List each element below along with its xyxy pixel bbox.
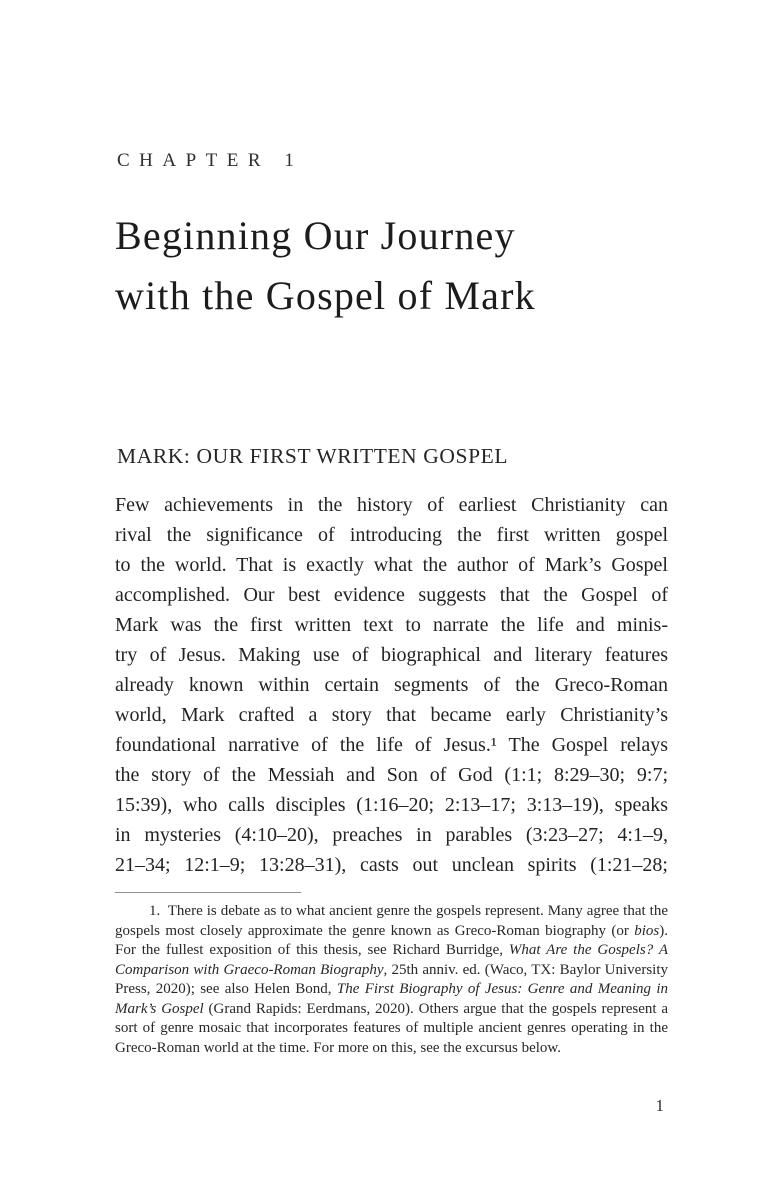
chapter-label: CHAPTER 1: [117, 150, 304, 171]
footnote-separator-rule: [115, 892, 301, 893]
footnote-cited-title: The First Biography of Jesus: Genre and Meaning in Mark’s Gospel: [115, 981, 669, 1017]
page-number: 1: [655, 1096, 664, 1115]
body-line: in mysteries (4:10–20), preaches in parables (3:23–27; 4:1–9,: [115, 824, 668, 846]
body-line: the story of the Messiah and Son of God (1:1; 8:29–30; 9:7;: [115, 764, 668, 786]
body-line: Few achievements in the history of earliest Christianity can: [115, 494, 668, 516]
footnote-text-segment: ). For the fullest exposition of this thesis, see Richard Burridge,: [115, 922, 668, 958]
footnote-text-segment: 1. There is debate as to what ancient genre the gospels represent. Many agree that the gospels most closely approximate the genre known as Greco-Roman biography (or: [115, 903, 668, 939]
body-line: 15:39), who calls disciples (1:16–20; 2:13–17; 3:13–19), speaks: [115, 794, 668, 816]
body-line: world, Mark crafted a story that became early Christianity’s: [115, 704, 668, 726]
body-line: rival the significance of introducing the first written gospel: [115, 524, 668, 546]
body-line: Mark was the first written text to narrate the life and minis-: [115, 614, 668, 636]
chapter-title-line-1: Beginning Our Journey: [115, 213, 516, 258]
footnote-area: [115, 892, 668, 1058]
footnote-text-segment: (Grand Rapids: Eerdmans, 2020). Others argue that the gospels represent a sort of genre mosaic that incorporates features of multiple ancient genres operating in the Greco-Roman world at the time. For more on this, see the excursus below.: [115, 1000, 669, 1056]
footnote-text-segment: , 25th anniv. ed. (Waco, TX: Baylor University Press, 2020); see also Helen Bond,: [115, 961, 668, 997]
body-line: try of Jesus. Making use of biographical and literary features: [115, 644, 668, 666]
footnote-cited-title: bios: [634, 922, 660, 939]
chapter-title-line-2: with the Gospel of Mark: [115, 273, 536, 318]
body-paragraph: [115, 490, 668, 880]
body-line: to the world. That is exactly what the author of Mark’s Gospel: [115, 554, 668, 576]
footnote-cited-title: What Are the Gospels? A Comparison with Graeco-Roman Biography: [115, 942, 668, 978]
body-line: already known within certain segments of the Greco-Roman: [115, 674, 668, 696]
body-line: 21–34; 12:1–9; 13:28–31), casts out unclean spirits (1:21–28;: [115, 854, 668, 876]
section-heading: MARK: OUR FIRST WRITTEN GOSPEL: [117, 444, 509, 468]
body-line: accomplished. Our best evidence suggests that the Gospel of: [115, 584, 668, 606]
footnote-1: [115, 902, 668, 1058]
body-line: foundational narrative of the life of Jesus.¹ The Gospel relays: [115, 734, 668, 756]
chapter-title: [115, 206, 536, 326]
